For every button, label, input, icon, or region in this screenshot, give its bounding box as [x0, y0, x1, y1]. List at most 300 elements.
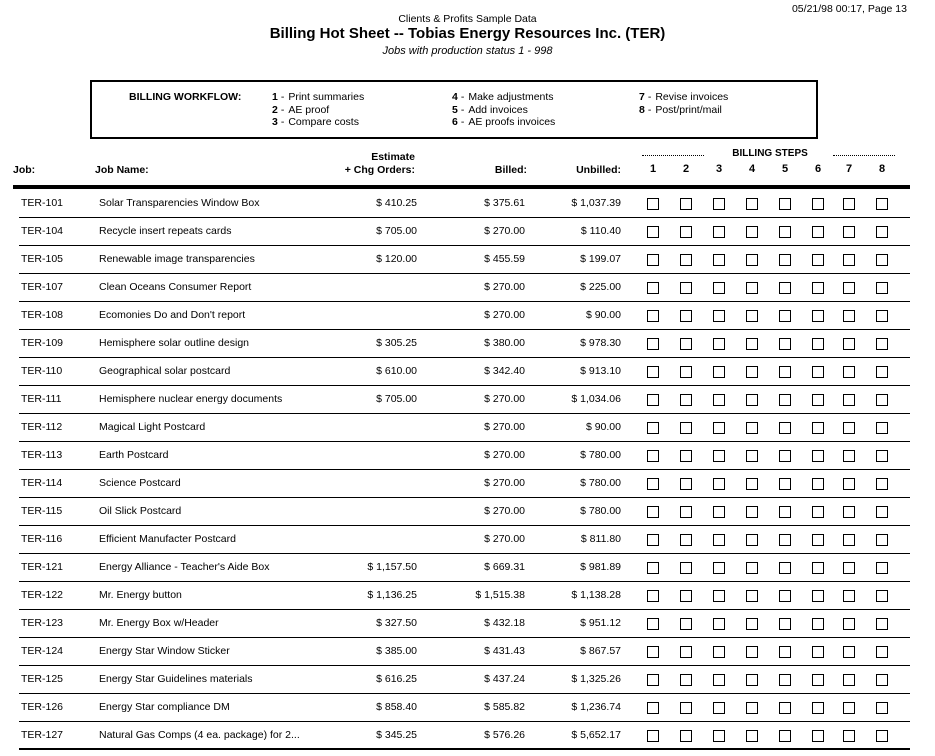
- table-row: [0, 218, 935, 246]
- billing-step-checkbox-6[interactable]: [812, 534, 824, 546]
- billing-step-checkbox-6[interactable]: [812, 422, 824, 434]
- billing-step-checkbox-1[interactable]: [647, 478, 659, 490]
- table-row: [0, 470, 935, 498]
- billing-step-checkbox-4[interactable]: [746, 590, 758, 602]
- billing-step-checkbox-4[interactable]: [746, 702, 758, 714]
- billing-step-checkbox-6[interactable]: [812, 310, 824, 322]
- billing-step-checkbox-2[interactable]: [680, 702, 692, 714]
- billing-step-checkbox-1[interactable]: [647, 506, 659, 518]
- billing-step-checkbox-4[interactable]: [746, 254, 758, 266]
- billing-workflow-label: BILLING WORKFLOW:: [129, 91, 242, 103]
- billing-step-checkbox-2[interactable]: [680, 198, 692, 210]
- billing-step-checkbox-6[interactable]: [812, 282, 824, 294]
- billing-step-checkbox-4[interactable]: [746, 674, 758, 686]
- unbilled-amount: $ 1,037.39: [571, 197, 621, 209]
- billing-step-checkbox-3[interactable]: [713, 562, 725, 574]
- job-code: TER-110: [21, 365, 63, 377]
- billed-amount: $ 270.00: [484, 393, 525, 405]
- job-name: Renewable image transparencies: [99, 253, 255, 265]
- billing-step-column-number: 4: [748, 163, 756, 175]
- billing-step-checkbox-2[interactable]: [680, 506, 692, 518]
- billing-step-checkbox-4[interactable]: [746, 450, 758, 462]
- billing-step-checkbox-8[interactable]: [876, 338, 888, 350]
- estimate-amount: $ 610.00: [376, 365, 417, 377]
- billing-step-column-number: 3: [715, 163, 723, 175]
- workflow-item-num: 2: [272, 103, 278, 116]
- table-row: [0, 190, 935, 218]
- billing-step-column-number: 6: [814, 163, 822, 175]
- billing-step-checkbox-4[interactable]: [746, 646, 758, 658]
- billing-step-checkbox-2[interactable]: [680, 562, 692, 574]
- billing-step-checkbox-3[interactable]: [713, 702, 725, 714]
- workflow-item-separator: -: [280, 116, 285, 128]
- row-divider: [19, 748, 910, 750]
- table-row: [0, 694, 935, 722]
- billing-step-checkbox-1[interactable]: [647, 226, 659, 238]
- billing-step-column-number: 7: [845, 163, 853, 175]
- billing-step-checkbox-5[interactable]: [779, 254, 791, 266]
- job-code: TER-109: [21, 337, 64, 349]
- billing-step-checkbox-2[interactable]: [680, 422, 692, 434]
- billing-step-checkbox-7[interactable]: [843, 590, 855, 602]
- billing-step-checkbox-8[interactable]: [876, 730, 888, 742]
- job-name: Geographical solar postcard: [99, 365, 231, 377]
- job-name: Solar Transparencies Window Box: [99, 197, 260, 209]
- table-row: [0, 358, 935, 386]
- estimate-amount: $ 327.50: [376, 617, 417, 629]
- billing-step-checkbox-7[interactable]: [843, 730, 855, 742]
- billed-amount: $ 270.00: [484, 281, 525, 293]
- table-row: [0, 666, 935, 694]
- column-header-job-name: Job Name:: [95, 164, 149, 176]
- billing-step-checkbox-5[interactable]: [779, 730, 791, 742]
- billed-amount: $ 342.40: [484, 365, 525, 377]
- billing-step-checkbox-2[interactable]: [680, 310, 692, 322]
- billing-step-checkbox-8[interactable]: [876, 422, 888, 434]
- estimate-amount: $ 616.25: [376, 673, 417, 685]
- job-code: TER-112: [21, 421, 63, 433]
- billing-step-checkbox-3[interactable]: [713, 534, 725, 546]
- billing-step-checkbox-6[interactable]: [812, 590, 824, 602]
- billed-amount: $ 270.00: [484, 533, 525, 545]
- billing-step-checkbox-6[interactable]: [812, 366, 824, 378]
- billing-step-checkbox-4[interactable]: [746, 534, 758, 546]
- job-name: Mr. Energy button: [99, 589, 182, 601]
- billed-amount: $ 270.00: [484, 225, 525, 237]
- table-row: [0, 638, 935, 666]
- billing-step-checkbox-4[interactable]: [746, 478, 758, 490]
- billing-step-checkbox-8[interactable]: [876, 674, 888, 686]
- billing-step-checkbox-4[interactable]: [746, 366, 758, 378]
- workflow-item-text: Add invoices: [468, 103, 528, 116]
- billed-amount: $ 270.00: [484, 477, 525, 489]
- billing-step-checkbox-3[interactable]: [713, 674, 725, 686]
- billing-step-checkbox-1[interactable]: [647, 310, 659, 322]
- billing-step-checkbox-8[interactable]: [876, 646, 888, 658]
- billing-step-checkbox-8[interactable]: [876, 254, 888, 266]
- billing-step-checkbox-7[interactable]: [843, 646, 855, 658]
- billing-step-checkbox-4[interactable]: [746, 338, 758, 350]
- billed-amount: $ 432.18: [484, 617, 525, 629]
- billing-step-checkbox-7[interactable]: [843, 226, 855, 238]
- billing-step-checkbox-5[interactable]: [779, 282, 791, 294]
- workflow-item-separator: -: [460, 103, 465, 116]
- job-code: TER-126: [21, 701, 64, 713]
- billing-step-column-number: 1: [649, 163, 657, 175]
- workflow-item-separator: -: [647, 91, 652, 103]
- billing-step-checkbox-2[interactable]: [680, 618, 692, 630]
- workflow-item-num: 6: [452, 116, 458, 128]
- billing-steps-label: BILLING STEPS: [732, 148, 808, 159]
- table-row: [0, 582, 935, 610]
- billing-step-checkbox-3[interactable]: [713, 478, 725, 490]
- billing-step-checkbox-6[interactable]: [812, 702, 824, 714]
- table-row: [0, 554, 935, 582]
- column-header-unbilled: Unbilled:: [576, 164, 621, 176]
- billing-step-checkbox-7[interactable]: [843, 562, 855, 574]
- job-name: Science Postcard: [99, 477, 181, 489]
- billing-step-checkbox-2[interactable]: [680, 338, 692, 350]
- billing-step-checkbox-7[interactable]: [843, 310, 855, 322]
- estimate-amount: $ 705.00: [376, 393, 417, 405]
- billing-step-checkbox-7[interactable]: [843, 282, 855, 294]
- unbilled-amount: $ 225.00: [580, 281, 621, 293]
- billing-step-checkbox-3[interactable]: [713, 394, 725, 406]
- job-name: Efficient Manufacter Postcard: [99, 533, 236, 545]
- job-code: TER-114: [21, 477, 63, 489]
- workflow-item-text: Print summaries: [288, 91, 365, 103]
- billing-step-checkbox-3[interactable]: [713, 646, 725, 658]
- job-name: Mr. Energy Box w/Header: [99, 617, 219, 629]
- unbilled-amount: $ 780.00: [580, 449, 621, 461]
- workflow-item-num: 7: [639, 91, 645, 103]
- job-code: TER-115: [21, 505, 63, 517]
- billing-step-column-number: 5: [781, 163, 789, 175]
- unbilled-amount: $ 780.00: [580, 477, 621, 489]
- column-header-estimate-line1: Estimate: [371, 151, 415, 163]
- billing-step-checkbox-3[interactable]: [713, 282, 725, 294]
- workflow-item-num: 4: [452, 91, 458, 103]
- billing-step-checkbox-1[interactable]: [647, 646, 659, 658]
- billing-step-checkbox-6[interactable]: [812, 562, 824, 574]
- billed-amount: $ 437.24: [484, 673, 525, 685]
- billing-step-checkbox-3[interactable]: [713, 730, 725, 742]
- workflow-item-separator: -: [647, 103, 652, 116]
- billing-step-checkbox-1[interactable]: [647, 198, 659, 210]
- workflow-item-text: AE proofs invoices: [468, 116, 556, 128]
- workflow-item-separator: -: [280, 103, 285, 116]
- table-row: [0, 386, 935, 414]
- job-name: Oil Slick Postcard: [99, 505, 182, 517]
- job-name: Energy Star compliance DM: [99, 701, 230, 713]
- job-name: Clean Oceans Consumer Report: [99, 281, 252, 293]
- billing-step-checkbox-8[interactable]: [876, 618, 888, 630]
- billing-step-checkbox-6[interactable]: [812, 506, 824, 518]
- billing-step-checkbox-6[interactable]: [812, 254, 824, 266]
- billed-amount: $ 455.59: [484, 253, 525, 265]
- billing-step-checkbox-5[interactable]: [779, 198, 791, 210]
- billing-step-checkbox-1[interactable]: [647, 338, 659, 350]
- unbilled-amount: $ 1,325.26: [571, 673, 621, 685]
- billing-step-checkbox-7[interactable]: [843, 422, 855, 434]
- billing-step-checkbox-2[interactable]: [680, 450, 692, 462]
- billing-step-checkbox-3[interactable]: [713, 198, 725, 210]
- workflow-item-text: Compare costs: [288, 116, 359, 128]
- report-subtitle: Jobs with production status 1 - 998: [382, 45, 553, 57]
- billing-step-checkbox-1[interactable]: [647, 282, 659, 294]
- billing-step-checkbox-8[interactable]: [876, 226, 888, 238]
- billed-amount: $ 585.82: [484, 701, 525, 713]
- billing-step-checkbox-1[interactable]: [647, 394, 659, 406]
- unbilled-amount: $ 951.12: [580, 617, 621, 629]
- billing-step-checkbox-6[interactable]: [812, 618, 824, 630]
- unbilled-amount: $ 978.30: [580, 337, 621, 349]
- billing-step-checkbox-8[interactable]: [876, 198, 888, 210]
- unbilled-amount: $ 981.89: [580, 561, 621, 573]
- billing-step-checkbox-4[interactable]: [746, 282, 758, 294]
- billing-step-checkbox-8[interactable]: [876, 310, 888, 322]
- job-name: Hemisphere solar outline design: [99, 337, 249, 349]
- billing-step-checkbox-8[interactable]: [876, 478, 888, 490]
- estimate-amount: $ 305.25: [376, 337, 417, 349]
- job-code: TER-111: [21, 393, 62, 405]
- workflow-item-num: 5: [452, 103, 458, 116]
- billing-step-checkbox-2[interactable]: [680, 646, 692, 658]
- billing-step-checkbox-3[interactable]: [713, 506, 725, 518]
- job-code: TER-127: [21, 729, 64, 741]
- job-code: TER-123: [21, 617, 64, 629]
- billing-step-checkbox-4[interactable]: [746, 562, 758, 574]
- billing-step-checkbox-4[interactable]: [746, 506, 758, 518]
- billing-step-checkbox-7[interactable]: [843, 254, 855, 266]
- billing-step-checkbox-5[interactable]: [779, 366, 791, 378]
- billing-step-checkbox-8[interactable]: [876, 394, 888, 406]
- billing-step-checkbox-1[interactable]: [647, 534, 659, 546]
- estimate-amount: $ 410.25: [376, 197, 417, 209]
- billing-step-checkbox-7[interactable]: [843, 674, 855, 686]
- job-code: TER-121: [21, 561, 64, 573]
- column-header-estimate-line2: + Chg Orders:: [344, 164, 415, 176]
- job-code: TER-116: [21, 533, 63, 545]
- billing-step-checkbox-3[interactable]: [713, 226, 725, 238]
- billing-step-checkbox-8[interactable]: [876, 366, 888, 378]
- billing-step-checkbox-1[interactable]: [647, 254, 659, 266]
- unbilled-amount: $ 811.80: [580, 533, 621, 545]
- table-row: [0, 330, 935, 358]
- billing-step-checkbox-6[interactable]: [812, 226, 824, 238]
- billing-step-checkbox-7[interactable]: [843, 506, 855, 518]
- job-code: TER-124: [21, 645, 64, 657]
- billing-step-checkbox-6[interactable]: [812, 338, 824, 350]
- billed-amount: $ 380.00: [484, 337, 525, 349]
- table-row: [0, 442, 935, 470]
- billing-step-checkbox-1[interactable]: [647, 366, 659, 378]
- billing-step-checkbox-1[interactable]: [647, 730, 659, 742]
- billing-step-checkbox-7[interactable]: [843, 478, 855, 490]
- billing-step-checkbox-3[interactable]: [713, 366, 725, 378]
- job-name: Energy Star Guidelines materials: [99, 673, 253, 685]
- billing-step-checkbox-5[interactable]: [779, 506, 791, 518]
- billing-step-checkbox-6[interactable]: [812, 674, 824, 686]
- billing-step-checkbox-3[interactable]: [713, 310, 725, 322]
- unbilled-amount: $ 1,138.28: [571, 589, 621, 601]
- billing-step-checkbox-4[interactable]: [746, 618, 758, 630]
- billing-step-checkbox-6[interactable]: [812, 198, 824, 210]
- billing-step-checkbox-3[interactable]: [713, 590, 725, 602]
- billing-step-checkbox-6[interactable]: [812, 450, 824, 462]
- billing-step-checkbox-3[interactable]: [713, 254, 725, 266]
- billing-step-checkbox-7[interactable]: [843, 338, 855, 350]
- unbilled-amount: $ 867.57: [580, 645, 621, 657]
- workflow-item-separator: -: [460, 91, 465, 103]
- billing-step-checkbox-2[interactable]: [680, 534, 692, 546]
- billed-amount: $ 431.43: [484, 645, 525, 657]
- billing-step-checkbox-8[interactable]: [876, 282, 888, 294]
- estimate-amount: $ 385.00: [376, 645, 417, 657]
- billing-step-checkbox-2[interactable]: [680, 282, 692, 294]
- job-code: TER-105: [21, 253, 64, 265]
- billing-step-checkbox-6[interactable]: [812, 730, 824, 742]
- date-page-stamp: 05/21/98 00:17, Page 13: [791, 3, 907, 15]
- billed-amount: $ 669.31: [484, 561, 525, 573]
- billing-step-checkbox-2[interactable]: [680, 226, 692, 238]
- billing-step-checkbox-2[interactable]: [680, 254, 692, 266]
- job-name: Recycle insert repeats cards: [99, 225, 232, 237]
- job-name: Magical Light Postcard: [99, 421, 206, 433]
- billing-step-checkbox-1[interactable]: [647, 422, 659, 434]
- job-name: Energy Alliance - Teacher's Aide Box: [99, 561, 270, 573]
- estimate-amount: $ 858.40: [376, 701, 417, 713]
- billing-step-checkbox-7[interactable]: [843, 618, 855, 630]
- billing-step-checkbox-8[interactable]: [876, 562, 888, 574]
- table-row: [0, 526, 935, 554]
- billing-step-checkbox-5[interactable]: [779, 226, 791, 238]
- table-row: [0, 498, 935, 526]
- workflow-item-text: Make adjustments: [468, 91, 554, 103]
- billed-amount: $ 270.00: [484, 505, 525, 517]
- estimate-amount: $ 345.25: [376, 729, 417, 741]
- job-code: TER-113: [21, 449, 63, 461]
- billing-step-checkbox-5[interactable]: [779, 338, 791, 350]
- workflow-item-num: 8: [639, 103, 645, 116]
- billing-step-checkbox-8[interactable]: [876, 450, 888, 462]
- billed-amount: $ 270.00: [484, 449, 525, 461]
- billing-step-checkbox-8[interactable]: [876, 702, 888, 714]
- billing-step-checkbox-5[interactable]: [779, 310, 791, 322]
- job-code: TER-122: [21, 589, 64, 601]
- billing-step-checkbox-4[interactable]: [746, 198, 758, 210]
- job-code: TER-125: [21, 673, 64, 685]
- report-title: Billing Hot Sheet -- Tobias Energy Resources Inc. (TER): [269, 25, 666, 42]
- billing-step-checkbox-6[interactable]: [812, 394, 824, 406]
- billing-step-checkbox-2[interactable]: [680, 366, 692, 378]
- billing-step-checkbox-5[interactable]: [779, 450, 791, 462]
- billing-step-checkbox-4[interactable]: [746, 730, 758, 742]
- billing-step-checkbox-4[interactable]: [746, 310, 758, 322]
- billing-step-checkbox-1[interactable]: [647, 674, 659, 686]
- table-row: [0, 610, 935, 638]
- job-code: TER-107: [21, 281, 64, 293]
- unbilled-amount: $ 199.07: [580, 253, 621, 265]
- billing-step-checkbox-5[interactable]: [779, 674, 791, 686]
- billing-step-checkbox-5[interactable]: [779, 590, 791, 602]
- billing-step-checkbox-7[interactable]: [843, 394, 855, 406]
- job-name: Energy Star Window Sticker: [99, 645, 230, 657]
- billing-step-checkbox-8[interactable]: [876, 534, 888, 546]
- billing-step-checkbox-3[interactable]: [713, 338, 725, 350]
- column-header-billed: Billed:: [494, 164, 527, 176]
- billing-step-checkbox-5[interactable]: [779, 702, 791, 714]
- job-name: Earth Postcard: [99, 449, 169, 461]
- billing-step-checkbox-7[interactable]: [843, 534, 855, 546]
- billing-step-checkbox-7[interactable]: [843, 450, 855, 462]
- billing-step-checkbox-5[interactable]: [779, 422, 791, 434]
- billing-step-checkbox-8[interactable]: [876, 506, 888, 518]
- billing-step-column-number: 8: [878, 163, 886, 175]
- table-row: [0, 414, 935, 442]
- unbilled-amount: $ 90.00: [585, 309, 621, 321]
- table-row: [0, 274, 935, 302]
- billing-step-checkbox-4[interactable]: [746, 226, 758, 238]
- unbilled-amount: $ 110.40: [580, 225, 621, 237]
- billing-step-checkbox-1[interactable]: [647, 450, 659, 462]
- billing-step-checkbox-8[interactable]: [876, 590, 888, 602]
- billing-step-checkbox-5[interactable]: [779, 478, 791, 490]
- billing-step-checkbox-1[interactable]: [647, 590, 659, 602]
- billing-step-checkbox-5[interactable]: [779, 618, 791, 630]
- job-code: TER-101: [21, 197, 64, 209]
- billing-step-checkbox-6[interactable]: [812, 478, 824, 490]
- estimate-amount: $ 705.00: [376, 225, 417, 237]
- estimate-amount: $ 1,157.50: [367, 561, 417, 573]
- billing-step-checkbox-3[interactable]: [713, 618, 725, 630]
- unbilled-amount: $ 913.10: [580, 365, 621, 377]
- job-code: TER-108: [21, 309, 64, 321]
- billing-step-checkbox-2[interactable]: [680, 730, 692, 742]
- billed-amount: $ 576.26: [484, 729, 525, 741]
- billing-step-checkbox-1[interactable]: [647, 618, 659, 630]
- billing-step-column-number: 2: [682, 163, 690, 175]
- billing-step-checkbox-7[interactable]: [843, 366, 855, 378]
- billing-step-checkbox-2[interactable]: [680, 478, 692, 490]
- workflow-item-text: Revise invoices: [655, 91, 729, 103]
- billing-step-checkbox-1[interactable]: [647, 702, 659, 714]
- billing-step-checkbox-1[interactable]: [647, 562, 659, 574]
- workflow-item-separator: -: [280, 91, 285, 103]
- job-name: Natural Gas Comps (4 ea. package) for 2...: [99, 729, 300, 741]
- billing-step-checkbox-5[interactable]: [779, 394, 791, 406]
- job-name: Ecomonies Do and Don't report: [99, 309, 246, 321]
- column-header-job: Job:: [13, 164, 36, 176]
- billing-step-checkbox-4[interactable]: [746, 422, 758, 434]
- billing-step-checkbox-2[interactable]: [680, 674, 692, 686]
- workflow-item-num: 3: [272, 116, 278, 128]
- billing-step-checkbox-7[interactable]: [843, 702, 855, 714]
- billing-step-checkbox-4[interactable]: [746, 394, 758, 406]
- billing-step-checkbox-2[interactable]: [680, 590, 692, 602]
- billed-amount: $ 270.00: [484, 421, 525, 433]
- table-row: [0, 302, 935, 330]
- billing-step-checkbox-7[interactable]: [843, 198, 855, 210]
- billing-step-checkbox-3[interactable]: [713, 422, 725, 434]
- billing-step-checkbox-5[interactable]: [779, 646, 791, 658]
- billing-step-checkbox-2[interactable]: [680, 394, 692, 406]
- billed-amount: $ 375.61: [484, 197, 525, 209]
- billing-step-checkbox-3[interactable]: [713, 450, 725, 462]
- billing-step-checkbox-6[interactable]: [812, 646, 824, 658]
- billing-step-checkbox-5[interactable]: [779, 562, 791, 574]
- billing-step-checkbox-5[interactable]: [779, 534, 791, 546]
